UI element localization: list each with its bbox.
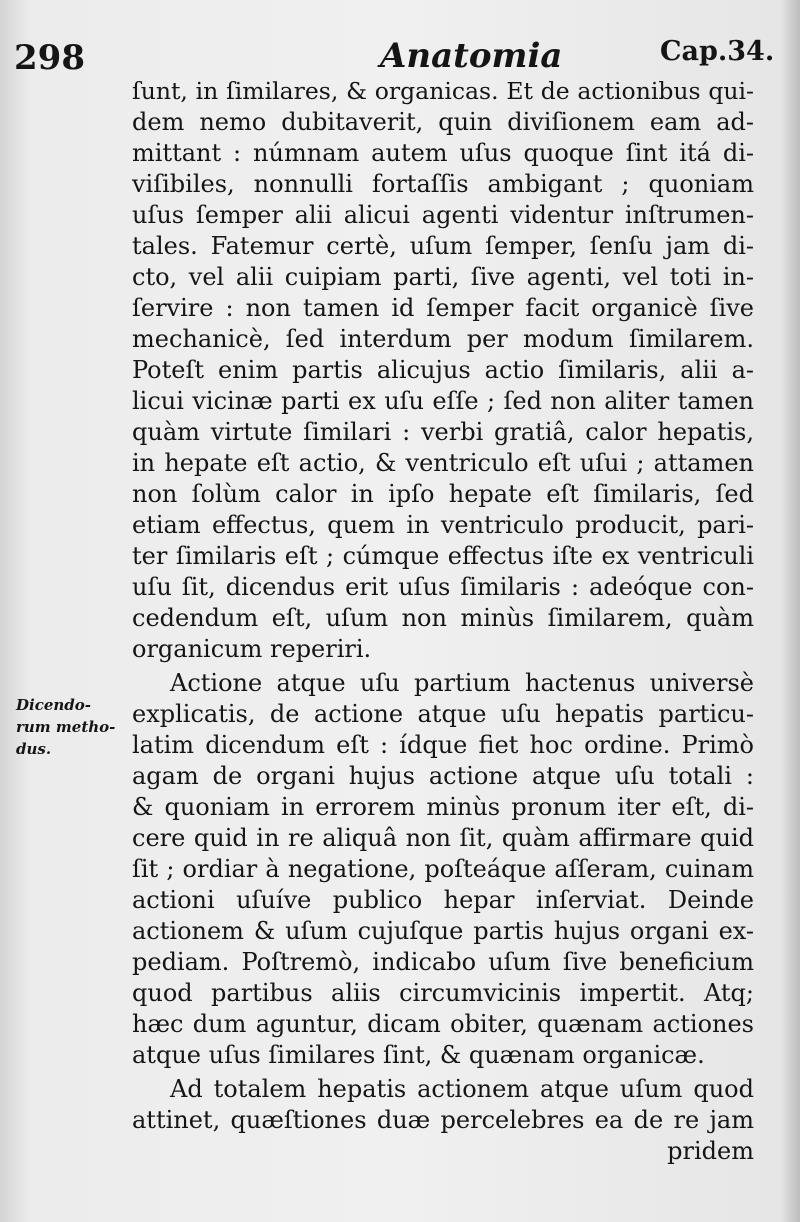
text-line: viſibiles, nonnulli fortaſſis ambigant ; quoniam bbox=[132, 170, 754, 198]
text-line: Poteſt enim partis alicujus actio ſimilaris, alii a- bbox=[132, 356, 754, 384]
text-line: actioni uſuíve publico hepar inſerviat. Deinde bbox=[132, 886, 754, 914]
text-line: actionem & uſum cujuſque partis hujus organi ex- bbox=[132, 917, 754, 945]
chapter-label: Cap.34. bbox=[660, 36, 775, 67]
text-line: quod partibus aliis circumvicinis impertit. Atq; bbox=[132, 979, 754, 1007]
text-line: uſus ſemper alii alicui agenti videntur inſtrumen- bbox=[132, 201, 754, 229]
text-line: cere quid in re aliquâ non ſit, quàm affirmare quid bbox=[132, 824, 754, 852]
text-line: uſu ſit, dicendus erit uſus ſimilaris : adeóque con- bbox=[132, 573, 754, 601]
text-line: Ad totalem hepatis actionem atque uſum quod bbox=[170, 1075, 754, 1103]
body-text bbox=[132, 76, 754, 1167]
page-header bbox=[0, 18, 800, 78]
text-line: cedendum eſt, uſum non minùs ſimilarem, quàm bbox=[132, 604, 754, 632]
text-line: attinet, quæſtiones duæ percelebres ea de re jam bbox=[132, 1106, 754, 1134]
text-line: dem nemo dubitaverit, quin diviſionem eam ad- bbox=[132, 108, 754, 136]
text-line: tales. Fatemur certè, uſum ſemper, ſenſu jam di- bbox=[132, 232, 754, 260]
text-line: atque uſus ſimilares ſint, & quænam organicæ. bbox=[132, 1041, 705, 1069]
text-line: pediam. Poſtremò, indicabo uſum ſive beneficium bbox=[132, 948, 754, 976]
margin-note-line: rum metho- bbox=[16, 718, 116, 736]
text-line: & quoniam in errorem minùs pronum iter eſt, di- bbox=[132, 793, 754, 821]
margin-note-line: Dicendo- bbox=[16, 696, 92, 714]
text-line: organicum reperiri. bbox=[132, 635, 372, 663]
text-line: licui vicinæ parti ex uſu eſſe ; ſed non aliter tamen bbox=[132, 387, 754, 415]
text-line: quàm virtute ſimilari : verbi gratiâ, calor hepatis, bbox=[132, 418, 754, 446]
text-line: explicatis, de actione atque uſu hepatis particu- bbox=[132, 700, 754, 728]
text-line: ſunt, in ſimilares, & organicas. Et de actionibus qui- bbox=[132, 77, 754, 105]
text-line: ter ſimilaris eſt ; cúmque effectus iſte ex ventriculi bbox=[132, 542, 754, 570]
running-title: Anatomia bbox=[380, 36, 563, 76]
text-line: non ſolùm calor in ipſo hepate eſt ſimilaris, ſed bbox=[132, 480, 754, 508]
text-line: in hepate eſt actio, & ventriculo eſt uſui ; attamen bbox=[132, 449, 754, 477]
text-line: agam de organi hujus actione atque uſu totali : bbox=[132, 762, 754, 790]
text-line: cto, vel alii cuipiam parti, ſive agenti, vel toti in- bbox=[132, 263, 754, 291]
catchword: pridem bbox=[667, 1137, 754, 1165]
text-line: hæc dum aguntur, dicam obiter, quænam actiones bbox=[132, 1010, 754, 1038]
text-line: latim dicendum eſt : ídque fiet hoc ordine. Primò bbox=[132, 731, 754, 759]
text-line: ſit ; ordiar à negatione, poſteáque aſſeram, cuinam bbox=[132, 855, 754, 883]
text-line: ſervire : non tamen id ſemper facit organicè ſive bbox=[132, 294, 754, 322]
text-line: etiam effectus, quem in ventriculo producit, pari- bbox=[132, 511, 754, 539]
page-number: 298 bbox=[14, 38, 85, 78]
text-line: Actione atque uſu partium hactenus universè bbox=[170, 669, 754, 697]
margin-note bbox=[16, 694, 134, 760]
text-line: mittant : númnam autem uſus quoque ſint itá di- bbox=[132, 139, 754, 167]
text-line: mechanicè, ſed interdum per modum ſimilarem. bbox=[132, 325, 754, 353]
margin-note-line: dus. bbox=[16, 740, 52, 758]
